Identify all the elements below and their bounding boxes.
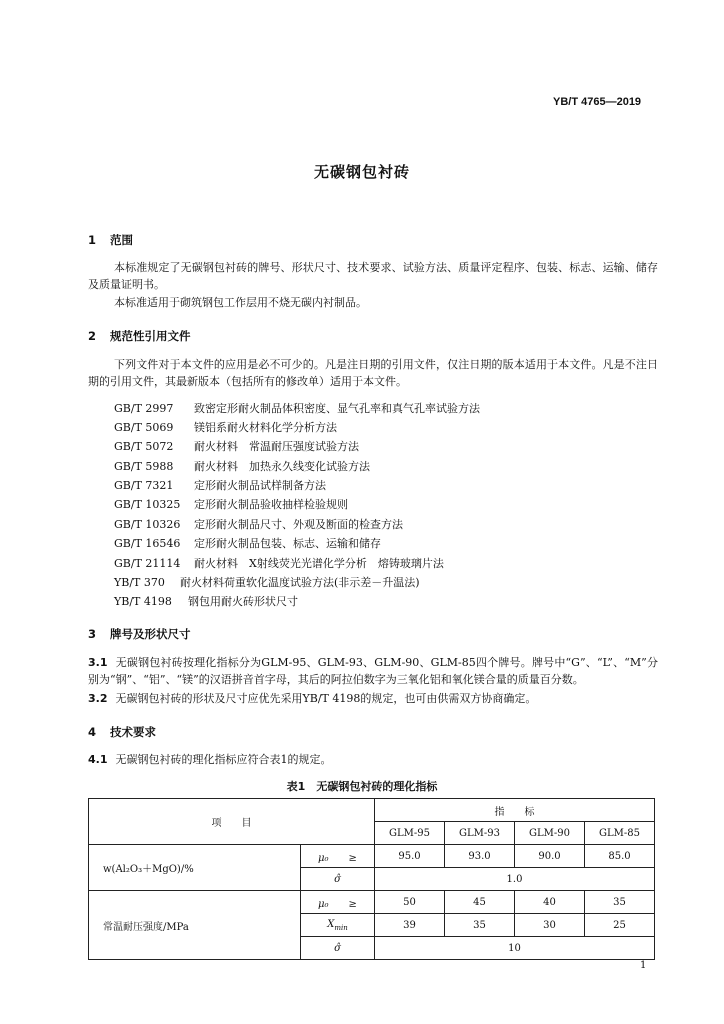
reference-item [114,593,298,609]
section-title: 范围 [110,233,133,247]
reference-item [114,574,420,590]
value-cell: 40 [515,891,585,914]
reference-item [114,458,370,474]
header-index-cell: 指 标 [375,799,655,822]
reference-code: GB/T 21114 [114,557,181,570]
page-title: 无碳钢包衬砖 [313,163,410,181]
paragraph: 下列文件对于本文件的应用是必不可少的。凡是注日期的引用文件，仅注日期的版本适用于本文件。凡是不注日期的引用文件，其最新版本（包括所有的修改单）适用于本文件。 [88,358,658,388]
reference-code: GB/T 7321 [114,479,174,492]
section-2-heading [88,328,191,344]
value-cell: 39 [375,914,445,937]
reference-code: GB/T 5069 [114,421,174,434]
value-cell: 85.0 [585,845,655,868]
reference-item [114,496,348,512]
reference-item [114,477,326,493]
reference-title: 钢包用耐火砖形状尺寸 [188,595,298,608]
clause-text: 无碳钢包衬砖的理化指标应符合表1的规定。 [115,753,332,766]
value-cell: 10 [375,937,655,960]
section-title: 规范性引用文件 [110,329,191,343]
clause [88,751,658,768]
section-1-heading [88,232,133,248]
value-cell: 50 [375,891,445,914]
value-cell: 25 [585,914,655,937]
reference-title: 耐火材料荷重软化温度试验方法(非示差－升温法) [180,576,420,589]
reference-item [114,535,381,551]
symbol-cell [301,914,375,937]
table-row [89,891,655,914]
section-number: 2 [88,329,97,343]
value-cell: 45 [445,891,515,914]
symbol-x: X [327,918,335,930]
value-cell: 90.0 [515,845,585,868]
paragraph: 本标准适用于砌筑钢包工作层用不烧无碳内衬制品。 [114,296,367,309]
page-number: 1 [640,960,647,971]
reference-title: 定形耐火制品尺寸、外观及断面的检查方法 [194,518,403,531]
table-caption: 表1 无碳钢包衬砖的理化指标 [286,780,438,793]
reference-title: 定形耐火制品验收抽样检验规则 [194,498,348,511]
reference-item [114,555,444,571]
value-cell: 1.0 [375,868,655,891]
standard-code: YB/T 4765—2019 [553,96,642,108]
reference-code: GB/T 2997 [114,402,174,415]
clause [88,654,658,688]
header-item-cell: 项 目 [89,799,375,845]
symbol-cell: σ̂ [301,868,375,891]
reference-title: 耐火材料 加热永久线变化试验方法 [194,460,370,473]
reference-item [114,516,403,532]
grade-cell: GLM-93 [445,822,515,845]
reference-title: 定形耐火制品试样制备方法 [194,479,326,492]
grade-cell: GLM-95 [375,822,445,845]
value-cell: 95.0 [375,845,445,868]
value-cell: 30 [515,914,585,937]
symbol-cell: σ̂ [301,937,375,960]
reference-title: 定形耐火制品包装、标志、运输和储存 [194,537,381,550]
reference-title: 耐火材料 X射线荧光光谱化学分析 熔铸玻璃片法 [194,557,444,570]
symbol-cell: μ₀ ≥ [301,845,375,868]
reference-code: GB/T 10325 [114,498,181,511]
properties-table [88,798,655,960]
reference-code: GB/T 16546 [114,537,181,550]
clause-text: 无碳钢包衬砖的形状及尺寸应优先采用YB/T 4198的规定，也可由供需双方协商确定。 [115,692,537,705]
reference-code: GB/T 5072 [114,440,174,453]
table-row [89,845,655,868]
clause-number: 4.1 [88,753,108,766]
reference-code: GB/T 5988 [114,460,174,473]
value-cell: 35 [445,914,515,937]
section-title: 技术要求 [110,725,156,739]
paragraph: 本标准规定了无碳钢包衬砖的牌号、形状尺寸、技术要求、试验方法、质量评定程序、包装、标志、运输、储存及质量证明书。 [88,261,658,291]
section-number: 1 [88,233,97,247]
clause-number: 3.2 [88,692,108,705]
reference-code: YB/T 4198 [114,595,172,608]
section-number: 4 [88,725,97,739]
reference-item [114,419,337,435]
reference-item [114,438,359,454]
section-3-heading [88,626,191,642]
reference-title: 镁铝系耐火材料化学分析方法 [194,421,337,434]
symbol-cell: μ₀ ≥ [301,891,375,914]
grade-cell: GLM-85 [585,822,655,845]
item-cell: w(Al₂O₃＋MgO)/% [89,845,301,891]
reference-item [114,400,480,416]
clause-number: 3.1 [88,656,108,669]
section-title: 牌号及形状尺寸 [110,627,191,641]
reference-code: GB/T 10326 [114,518,181,531]
table-header-row [89,799,655,822]
reference-title: 耐火材料 常温耐压强度试验方法 [194,440,359,453]
reference-title: 致密定形耐火制品体积密度、显气孔率和真气孔率试验方法 [194,402,480,415]
value-cell: 35 [585,891,655,914]
item-cell: 常温耐压强度/MPa [89,891,301,960]
clause-text: 无碳钢包衬砖按理化指标分为GLM-95、GLM-93、GLM-90、GLM-85四个牌号。牌号中“G”、“L”、“M”分别为“钢”、“铝”、“镁”的汉语拼音首字母，其后的阿拉伯数字为三氧化铝和氧化镁合量的质量百分数。 [88,656,658,686]
value-cell: 93.0 [445,845,515,868]
symbol-subscript: min [334,923,348,932]
clause [88,690,658,707]
reference-code: YB/T 370 [114,576,165,589]
grade-cell: GLM-90 [515,822,585,845]
section-4-heading [88,724,156,740]
section-number: 3 [88,627,97,641]
